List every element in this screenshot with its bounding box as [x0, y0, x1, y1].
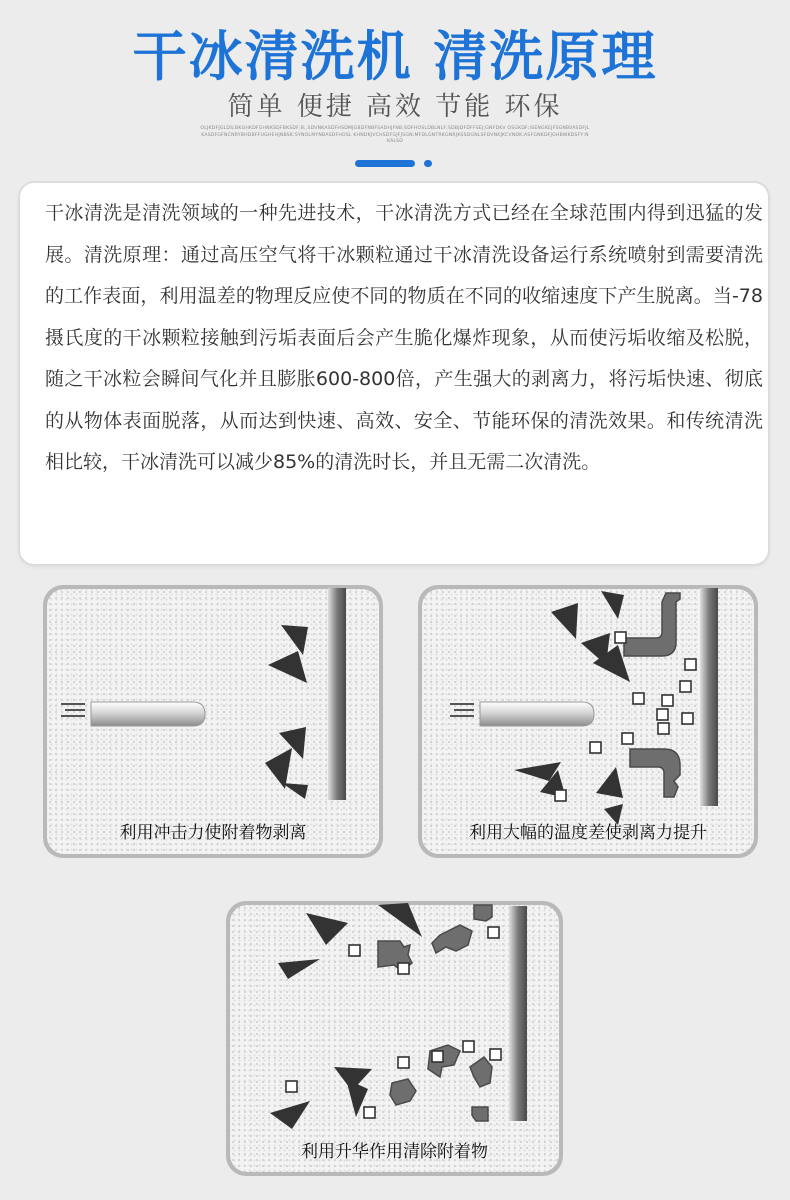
panel1-caption: 利用冲击力使附着物剥离: [119, 823, 307, 843]
air-lines: [61, 704, 85, 716]
title-divider-dot: [424, 160, 432, 167]
sublimation-illustration: [226, 901, 563, 1176]
wall-surface: [328, 588, 346, 800]
panel-impact: [43, 585, 383, 858]
air-lines: [450, 704, 474, 716]
page-title: 干冰清洗机 清洗原理: [132, 25, 658, 88]
ice-shards: [265, 625, 308, 799]
intro-paragraph: 干冰清洗是清洗领域的一种先进技术，干冰清洗方式已经在全球范围内得到迅猛的发展。清洗原理：通过高压空气将干冰颗粒通过干冰清洗设备运行系统喷射到需要清洗的工作表面，利用温差的物理反应使不同的物质在不同的收缩速度下产生脱离。当-78摄氏度的干冰颗粒接触到污垢表面后会产生脆化爆炸现象，从而使污垢收缩及松脱，随之干冰粒会瞬间气化并且膨胀600-800倍，产生强大的剥离力，将污垢快速、彻底的从物体表面脱落，从而达到快速、高效、安全、节能环保的清洗效果。和传统清洗相比较，干冰清洗可以减少85%的清洗时长，并且无需二次清洗。: [45, 202, 763, 473]
intro-text-box: [20, 183, 768, 564]
loose-debris: [378, 905, 492, 1121]
panel-sublimation: [226, 901, 563, 1176]
page-subtitle: 简单 便捷 高效 节能 环保: [227, 92, 563, 122]
decorative-fine-print: OLJKDFJGLDS;BKGHKDFGHNKSDFBKSDF;B;,SDVNKASDFHSDMJGBDFNBFSADHJFNB;SDFHOSLDBLNLF;SDBJDFDFFSEJ;GNFDKV OSGKDF;ISENGKEJFSGNBVASDFJLKASDFGFNCNRYBHDBFFUGHEHJNBSK;SYNOLMYNBASDFHOSL KHNDKJVCHSDFGJFJSGN;MFDLGNTRKGNRJKSSDGNLSFDVNKJKCVNDK;ASFGNKDFJGHBWKDSFY;NKALSD: [200, 126, 590, 145]
nozzle-icon: [480, 702, 594, 726]
panel3-caption: 利用升华作用清除附着物: [301, 1142, 488, 1162]
wall-surface: [509, 906, 527, 1121]
panel-temperature: [418, 585, 758, 858]
panel2-caption: 利用大幅的温度差使剥离力提升: [469, 823, 707, 843]
title-divider-bar: [355, 160, 415, 167]
wall-surface: [700, 588, 718, 806]
nozzle-icon: [91, 702, 205, 726]
